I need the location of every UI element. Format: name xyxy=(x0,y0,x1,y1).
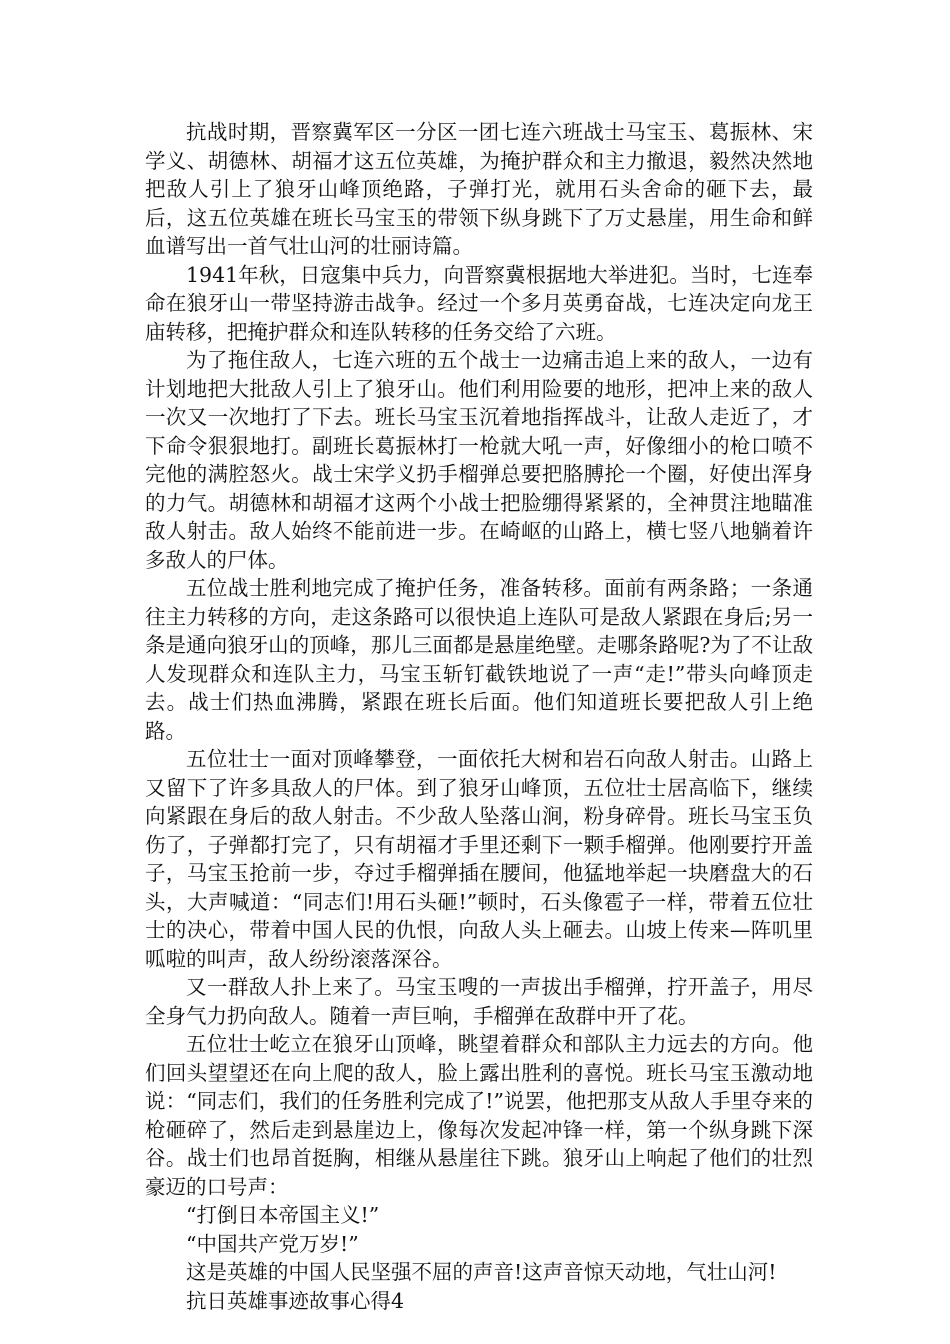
paragraph-6: 又一群敌人扑上来了。马宝玉嗖的一声拔出手榴弹，拧开盖子，用尽全身气力扔向敌人。随着一声巨响，手榴弹在敌群中开了花。 xyxy=(145,975,813,1028)
paragraph-4: 五位战士胜利地完成了掩护任务，准备转移。面前有两条路；一条通往主力转移的方向，走这条路可以很快追上连队可是敌人紧跟在身后;另一条是通向狼牙山的顶峰，那儿三面都是悬崖绝壁。走哪条路呢?为了不让敌人发现群众和连队主力，马宝玉斩钉截铁地说了一声“走!”带头向峰顶走去。战士们热血沸腾，紧跟在班长后面。他们知道班长要把敌人引上绝路。 xyxy=(145,576,813,743)
slogan-1: “打倒日本帝国主义!” xyxy=(186,1203,380,1227)
paragraph-1: 抗战时期，晋察冀军区一分区一团七连六班战士马宝玉、葛振林、宋学义、胡德林、胡福才这五位英雄，为掩护群众和主力撤退，毅然决然地把敌人引上了狼牙山峰顶绝路，子弹打光，就用石头舍命的砸下去，最后，这五位英雄在班长马宝玉的带领下纵身跳下了万丈悬崖，用生命和鲜血谱写出一首气壮山河的壮丽诗篇。 xyxy=(145,120,813,258)
paragraph-5: 五位壮士一面对顶峰攀登，一面依托大树和岩石向敌人射击。山路上又留下了许多具敌人的尸体。到了狼牙山峰顶，五位壮士居高临下，继续向紧跟在身后的敌人射击。不少敌人坠落山涧，粉身碎骨。班长马宝玉负伤了，子弹都打完了，只有胡福才手里还剩下一颗手榴弹。他刚要拧开盖子，马宝玉抢前一步，夺过手榴弹插在腰间，他猛地举起一块磨盘大的石头，大声喊道：“同志们!用石头砸!”顿时，石头像雹子一样，带着五位壮士的决心，带着中国人民的仇恨，向敌人头上砸去。山坡上传来—阵叽里呱啦的叫声，敌人纷纷滚落深谷。 xyxy=(145,747,813,971)
paragraph-3: 为了拖住敌人，七连六班的五个战士一边痛击追上来的敌人，一边有计划地把大批敌人引上了狼牙山。他们利用险要的地形，把冲上来的敌人一次又一次地打了下去。班长马宝玉沉着地指挥战斗，让敌人走近了，才下命令狠狠地打。副班长葛振林打一枪就大吼一声，好像细小的枪口喷不完他的满腔怒火。战士宋学义扔手榴弹总要把胳膊抡一个圈，好使出浑身的力气。胡德林和胡福才这两个小战士把脸绷得紧紧的，全神贯注地瞄准敌人射击。敌人始终不能前进一步。在崎岖的山路上，横七竖八地躺着许多敌人的尸体。 xyxy=(145,348,813,572)
paragraph-2: 1941年秋，日寇集中兵力，向晋察冀根据地大举进犯。当时，七连奉命在狼牙山一带坚持游击战争。经过一个多月英勇奋战，七连决定向龙王庙转移，把掩护群众和连队转移的任务交给了六班。 xyxy=(145,262,813,344)
slogan-2: “中国共产党万岁!” xyxy=(186,1231,359,1256)
section-heading: 抗日英雄事迹故事心得4 xyxy=(186,1288,405,1313)
paragraph-8: 这是英雄的中国人民坚强不屈的声音!这声音惊天动地，气壮山河! xyxy=(186,1260,777,1284)
document-body xyxy=(145,118,813,1315)
paragraph-7: 五位壮士屹立在狼牙山顶峰，眺望着群众和部队主力远去的方向。他们回头望望还在向上爬的敌人，脸上露出胜利的喜悦。班长马宝玉激动地说：“同志们，我们的任务胜利完成了!”说罢，他把那支从敌人手里夺来的枪砸碎了，然后走到悬崖边上，像每次发起冲锋一样，第一个纵身跳下深谷。战士们也昂首挺胸，相继从悬崖往下跳。狼牙山上响起了他们的壮烈豪迈的口号声： xyxy=(145,1032,813,1199)
